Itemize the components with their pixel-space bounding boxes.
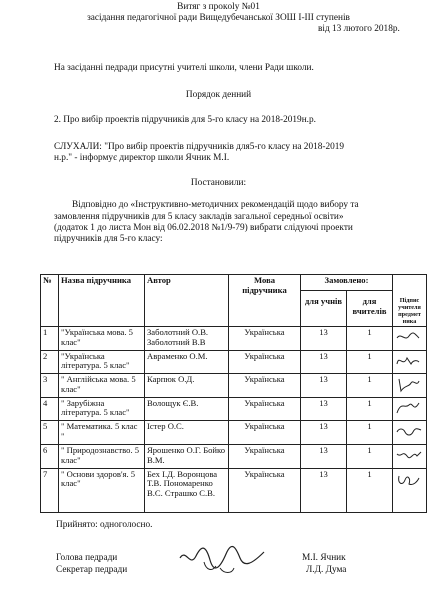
textbook-language: Українська [229,421,301,445]
textbook-language: Українська [229,397,301,421]
ordered-students: 13 [301,468,347,512]
textbook-author: Істер О.С. [145,421,229,445]
teacher-signature [393,421,427,445]
secretary-label: Секретар педради [56,565,128,575]
agenda-title: Порядок денний [185,90,252,100]
textbook-language: Українська [229,350,301,374]
textbook-author: Бех І.Д. Воронцова Т.В. Пономаренко В.С. Страшко С.В. [145,468,229,512]
table-row [41,374,427,398]
resolution-line-1: Відповідно до «Інструктивно-методичних рекомендацій щодо вибору та [72,200,359,210]
table-row [41,397,427,421]
heard-line-1: СЛУХАЛИ: "Про вибір проектів підручників для5-го класу на 2018-2019 [54,142,345,152]
ordered-students: 13 [301,350,347,374]
table-row [41,421,427,445]
textbook-name: " Зарубіжна література. 5 клас" [59,397,145,421]
document-date: від 13 лютого 2018р. [318,24,400,34]
table-row [41,468,427,512]
textbooks-table [40,274,427,513]
col-header-signature: Підпис учителя предмет ника [393,275,427,327]
col-header-name: Назва підручника [59,275,145,327]
textbook-language: Українська [229,374,301,398]
textbook-author: Ярошенко О.Г. Бойко В.М. [145,444,229,468]
textbook-author: Заболотний О.В. Заболотний В.В [145,327,229,351]
teacher-signature [393,327,427,351]
row-number: 7 [41,468,59,512]
ordered-teachers: 1 [347,397,393,421]
resolution-line-3: (додаток 1 до листа Мон від 06.02.2018 №1/9-79) вибрати слідуючі проекти [54,223,353,233]
ordered-students: 13 [301,444,347,468]
textbook-language: Українська [229,327,301,351]
textbook-language: Українська [229,444,301,468]
heard-line-2: н.р." - інформує директор школи Ячник М.І. [54,153,230,163]
adopted-text: Прийнято: одноголосно. [56,520,153,530]
intro-text: На засіданні педради присутні учителі школи, члени Ради школи. [54,63,314,73]
handwritten-signature [395,399,423,417]
ordered-teachers: 1 [347,374,393,398]
ordered-teachers: 1 [347,327,393,351]
row-number: 6 [41,444,59,468]
textbook-name: " Англійська мова. 5 клас" [59,374,145,398]
handwritten-signature [395,470,423,488]
resolved-title: Постановили: [190,178,247,188]
col-header-author: Автор [145,275,229,327]
col-header-students: для учнів [301,291,347,327]
document-subtitle: засідання педагогічної ради Вищедубечанської ЗОШ І-ІІІ ступенів [87,13,350,23]
table-header-row [41,275,427,291]
teacher-signature [393,397,427,421]
chair-label: Голова педради [56,553,118,563]
col-header-ordered: Замовлено: [301,275,393,291]
ordered-students: 13 [301,374,347,398]
ordered-students: 13 [301,327,347,351]
chair-name: М.І. Ячник [302,553,346,563]
handwritten-signature [395,422,423,440]
table-row [41,327,427,351]
textbook-author: Волощук Є.В. [145,397,229,421]
ordered-students: 13 [301,421,347,445]
textbook-name: " Природознавство. 5 клас" [59,444,145,468]
textbook-name: "Українська література. 5 клас" [59,350,145,374]
document-title: Витяг з прокolу №01 [177,2,260,12]
chair-signature-scribble [176,538,268,578]
ordered-teachers: 1 [347,350,393,374]
agenda-item: 2. Про вибір проектів підручників для 5-го класу на 2018-2019н.р. [54,115,316,125]
teacher-signature [393,444,427,468]
row-number: 4 [41,397,59,421]
row-number: 1 [41,327,59,351]
handwritten-signature [395,446,423,464]
table-row [41,444,427,468]
textbook-author: Авраменко О.М. [145,350,229,374]
textbook-name: " Математика. 5 клас " [59,421,145,445]
col-header-num: № [41,275,59,327]
handwritten-signature [395,352,423,370]
ordered-teachers: 1 [347,421,393,445]
ordered-teachers: 1 [347,468,393,512]
teacher-signature [393,468,427,512]
secretary-name: Л.Д. Дума [306,565,347,575]
teacher-signature [393,374,427,398]
table-row [41,350,427,374]
teacher-signature [393,350,427,374]
ordered-students: 13 [301,397,347,421]
textbook-author: Карпюк О.Д. [145,374,229,398]
ordered-teachers: 1 [347,444,393,468]
resolution-line-2: замовлення підручників для 5 класу закладів загальної середньої освіти» [54,212,344,222]
textbook-name: "Українська мова. 5 клас" [59,327,145,351]
resolution-line-4: підручників для 5-го класу: [54,234,163,244]
col-header-teachers: для вчителів [347,291,393,327]
row-number: 5 [41,421,59,445]
textbook-language: Українська [229,468,301,512]
row-number: 3 [41,374,59,398]
textbook-name: " Основи здоров'я. 5 клас" [59,468,145,512]
handwritten-signature [395,375,423,393]
handwritten-signature [395,328,423,346]
col-header-language: Мова підручника [229,275,301,327]
row-number: 2 [41,350,59,374]
